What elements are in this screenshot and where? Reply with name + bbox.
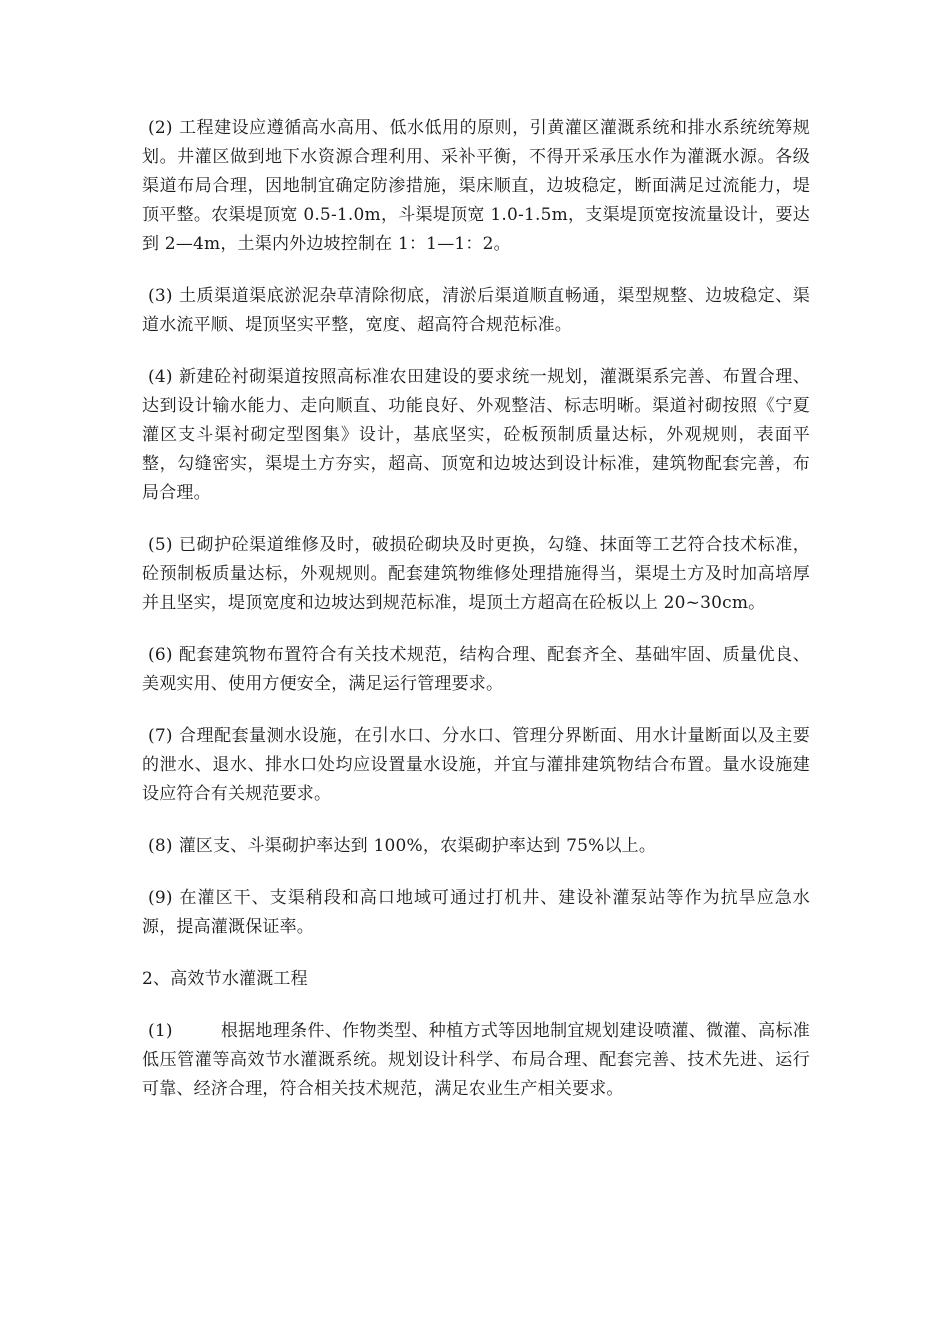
paragraph-9 (142, 884, 810, 942)
paragraph-6 (142, 641, 810, 699)
paragraph-text: 合理配套量测水设施，在引水口、分水口、管理分界断面、用水计量断面以及主要的泄水、退水、排水口处均应设置量水设施，并宜与灌排建筑物结合布置。量水设施建设应符合有关规范要求。 (142, 726, 810, 804)
paragraph-index: (3) (148, 286, 173, 306)
paragraph-index: (4) (148, 367, 173, 387)
paragraph-text: 土质渠道渠底淤泥杂草清除彻底，清淤后渠道顺直畅通，渠型规整、边坡稳定、渠道水流平顺、堤顶坚实平整，宽度、超高符合规范标准。 (142, 286, 810, 335)
paragraph-text: 配套建筑物布置符合有关技术规范，结构合理、配套齐全、基础牢固、质量优良、美观实用、使用方便安全，满足运行管理要求。 (142, 645, 810, 694)
paragraph-index: (9) (148, 888, 173, 908)
paragraph-text: 新建砼衬砌渠道按照高标准农田建设的要求统一规划，灌溉渠系完善、布置合理、达到设计输水能力、走向顺直、功能良好、外观整洁、标志明晰。渠道衬砌按照《宁夏灌区支斗渠衬砌定型图集》设计，基底坚实，砼板预制质量达标，外观规则，表面平整，勾缝密实，渠堤土方夯实，超高、顶宽和边坡达到设计标准，建筑物配套完善，布局合理。 (142, 367, 810, 503)
paragraph-3 (142, 282, 810, 340)
paragraph-index: (8) (148, 836, 173, 856)
section-heading: 2、高效节水灌溉工程 (142, 969, 308, 989)
paragraph-2 (142, 114, 810, 259)
paragraph-5 (142, 531, 810, 618)
paragraph-text: 在灌区干、支渠稍段和高口地域可通过打机井、建设补灌泵站等作为抗旱应急水源，提高灌溉保证率。 (142, 888, 810, 937)
paragraph-8 (142, 832, 810, 861)
paragraph-text: 已砌护砼渠道维修及时，破损砼砌块及时更换，勾缝、抹面等工艺符合技术标准，砼预制板质量达标，外观规则。配套建筑物维修处理措施得当，渠堤土方及时加高培厚并且坚实，堤顶宽度和边坡达到规范标准，堤顶土方超高在砼板以上 20~30cm。 (142, 535, 810, 613)
paragraph-7 (142, 722, 810, 809)
section-paragraph-1 (142, 1017, 810, 1104)
paragraph-index: (7) (148, 726, 173, 746)
paragraph-index: (1) (148, 1021, 173, 1041)
paragraph-index: (6) (148, 645, 173, 665)
paragraph-index: (5) (148, 535, 173, 555)
paragraph-text: 根据地理条件、作物类型、种植方式等因地制宜规划建设喷灌、微灌、高标准低压管灌等高效节水灌溉系统。规划设计科学、布局合理、配套完善、技术先进、运行可靠、经济合理，符合相关技术规范，满足农业生产相关要求。 (142, 1021, 810, 1099)
paragraph-text: 灌区支、斗渠砌护率达到 100%，农渠砌护率达到 75%以上。 (178, 836, 657, 856)
document-page (142, 114, 810, 1127)
paragraph-4 (142, 363, 810, 508)
paragraph-text: 工程建设应遵循高水高用、低水低用的原则，引黄灌区灌溉系统和排水系统统筹规划。井灌区做到地下水资源合理利用、采补平衡，不得开采承压水作为灌溉水源。各级渠道布局合理，因地制宜确定防渗措施，渠床顺直，边坡稳定，断面满足过流能力，堤顶平整。农渠堤顶宽 0.5-1.0m，斗渠堤顶宽 1.0-1.5m，支渠堤顶宽按流量设计，要达到 2—4m，土渠内外边坡控制在 1：1—1：2。 (142, 118, 810, 254)
paragraph-index: (2) (148, 118, 173, 138)
